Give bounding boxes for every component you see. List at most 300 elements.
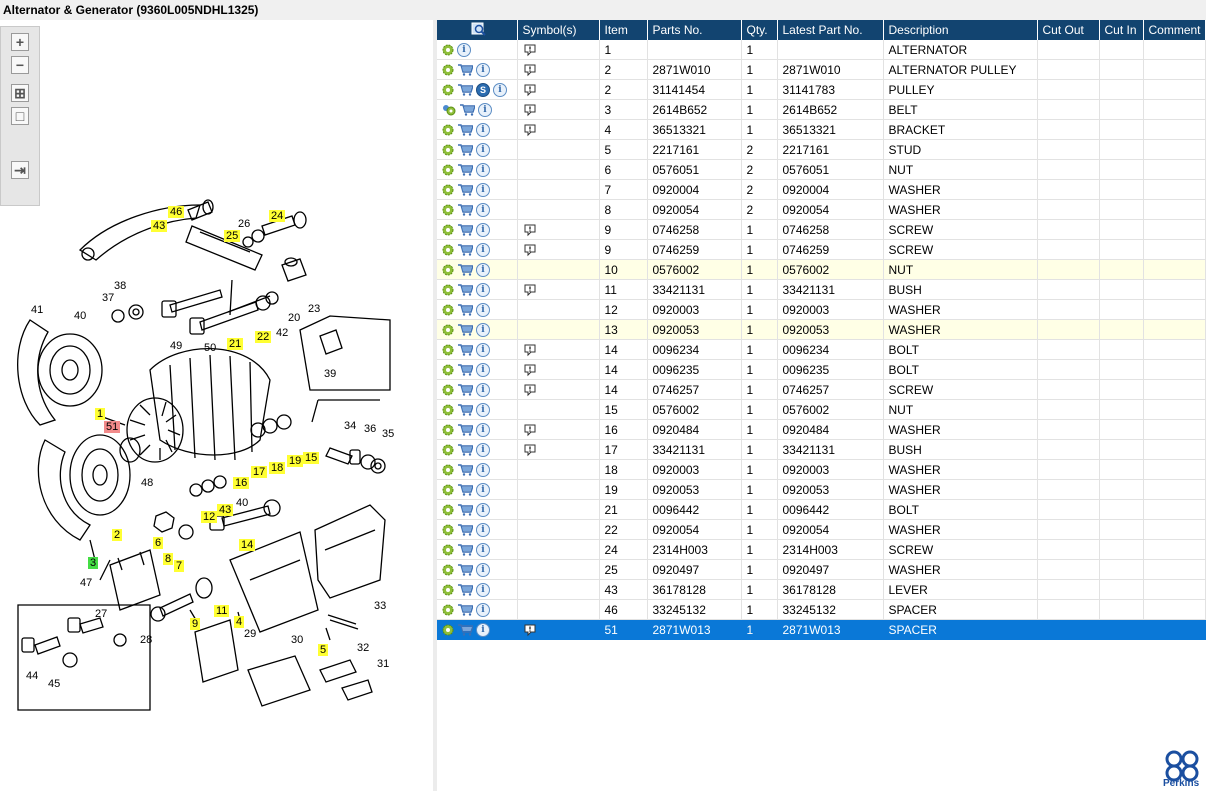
table-row[interactable] <box>437 120 1205 140</box>
cart-icon[interactable] <box>457 164 473 176</box>
info-icon[interactable]: i <box>476 263 490 277</box>
config-gear-icon[interactable] <box>442 44 454 56</box>
qty-cell: 1 <box>741 400 777 420</box>
parts-no-cell: 0920484 <box>647 420 741 440</box>
callout-33[interactable]: 33 <box>374 600 387 612</box>
info-icon[interactable]: i <box>476 603 490 617</box>
zoom-in-button[interactable]: + <box>11 33 29 51</box>
symbol-cell <box>517 40 599 60</box>
qty-cell: 1 <box>741 360 777 380</box>
comment-cell <box>1143 240 1205 260</box>
symbol-note-icon[interactable] <box>523 43 537 57</box>
table-row[interactable] <box>437 140 1205 160</box>
config-gear-icon[interactable] <box>442 464 454 476</box>
symbol-note-icon[interactable] <box>523 103 537 117</box>
symbol-note-icon[interactable] <box>523 443 537 457</box>
callout-27[interactable]: 27 <box>95 608 108 620</box>
cart-icon[interactable] <box>457 564 473 576</box>
col-header-item[interactable]: Item <box>599 20 647 40</box>
latest-part-no-cell: 0746257 <box>777 380 883 400</box>
callout-49[interactable]: 49 <box>170 340 183 352</box>
latest-part-no-cell: 0576051 <box>777 160 883 180</box>
parts-no-cell: 31141454 <box>647 80 741 100</box>
col-header-parts-no[interactable]: Parts No. <box>647 20 741 40</box>
parts-no-cell: 0096442 <box>647 500 741 520</box>
description-cell: NUT <box>883 160 1037 180</box>
callout-30[interactable]: 30 <box>291 634 304 646</box>
cut-out-cell <box>1037 300 1099 320</box>
cart-icon[interactable] <box>457 224 473 236</box>
cart-icon[interactable] <box>457 604 473 616</box>
callout-35[interactable]: 35 <box>382 428 395 440</box>
table-row[interactable] <box>437 500 1205 520</box>
info-icon[interactable]: i <box>476 203 490 217</box>
info-icon[interactable]: i <box>478 103 492 117</box>
supersession-icon[interactable]: S <box>476 83 490 97</box>
config-gear-icon[interactable] <box>442 504 454 516</box>
cut-in-cell <box>1099 360 1143 380</box>
parts-no-cell: 0920004 <box>647 180 741 200</box>
config-gear-icon[interactable] <box>442 244 454 256</box>
item-cell: 18 <box>599 460 647 480</box>
cart-icon[interactable] <box>457 204 473 216</box>
config-gear-icon[interactable] <box>442 264 454 276</box>
description-cell: LEVER <box>883 580 1037 600</box>
table-row[interactable] <box>437 620 1205 640</box>
qty-cell: 1 <box>741 540 777 560</box>
table-row[interactable] <box>437 560 1205 580</box>
symbol-note-icon[interactable] <box>523 123 537 137</box>
info-icon[interactable]: i <box>476 583 490 597</box>
description-cell: WASHER <box>883 460 1037 480</box>
config-gear-icon[interactable] <box>442 324 454 336</box>
callout-17[interactable]: 17 <box>253 466 266 478</box>
info-icon[interactable]: i <box>476 423 490 437</box>
info-icon[interactable]: i <box>476 563 490 577</box>
cut-in-cell <box>1099 260 1143 280</box>
callout-2[interactable]: 2 <box>114 529 121 541</box>
callout-51[interactable]: 51 <box>106 421 119 433</box>
config-gear-icon[interactable] <box>442 524 454 536</box>
table-row[interactable] <box>437 80 1205 100</box>
col-header-cut-out[interactable]: Cut Out <box>1037 20 1099 40</box>
callout-12[interactable]: 12 <box>203 511 216 523</box>
config-gear-icon[interactable] <box>442 224 454 236</box>
info-icon[interactable]: i <box>476 243 490 257</box>
config-gear-icon[interactable] <box>442 624 454 636</box>
qty-cell: 2 <box>741 160 777 180</box>
item-cell: 51 <box>599 620 647 640</box>
table-row[interactable] <box>437 460 1205 480</box>
table-row[interactable] <box>437 340 1205 360</box>
table-row[interactable] <box>437 400 1205 420</box>
latest-part-no-cell: 0746259 <box>777 240 883 260</box>
parts-no-cell: 36513321 <box>647 120 741 140</box>
comment-cell <box>1143 340 1205 360</box>
cut-out-cell <box>1037 80 1099 100</box>
callout-19[interactable]: 19 <box>289 455 302 467</box>
item-cell: 6 <box>599 160 647 180</box>
cart-icon[interactable] <box>457 364 473 376</box>
comment-cell <box>1143 440 1205 460</box>
cart-icon[interactable] <box>457 504 473 516</box>
table-row[interactable] <box>437 380 1205 400</box>
cart-icon[interactable] <box>457 304 473 316</box>
table-row[interactable] <box>437 40 1205 60</box>
cart-icon[interactable] <box>457 404 473 416</box>
info-icon[interactable]: i <box>476 323 490 337</box>
row-actions-cell <box>437 420 517 440</box>
parts-no-cell: 0920053 <box>647 480 741 500</box>
row-actions-cell <box>437 280 517 300</box>
table-row[interactable] <box>437 160 1205 180</box>
table-row[interactable] <box>437 440 1205 460</box>
qty-cell: 1 <box>741 420 777 440</box>
callout-43[interactable]: 43 <box>153 220 166 232</box>
row-actions-cell <box>437 100 517 120</box>
config-gear-icon[interactable] <box>442 564 454 576</box>
parts-no-cell: 2871W010 <box>647 60 741 80</box>
config-gear-icon[interactable] <box>442 444 454 456</box>
symbol-cell <box>517 120 599 140</box>
cut-in-cell <box>1099 280 1143 300</box>
symbol-cell <box>517 540 599 560</box>
callout-3[interactable]: 3 <box>90 557 97 569</box>
symbol-note-icon[interactable] <box>523 623 537 637</box>
config-gear-icon[interactable] <box>442 604 454 616</box>
table-row[interactable] <box>437 480 1205 500</box>
item-cell: 14 <box>599 340 647 360</box>
callout-14[interactable]: 14 <box>241 539 254 551</box>
cart-icon[interactable] <box>457 464 473 476</box>
callout-24[interactable]: 24 <box>271 210 284 222</box>
cart-icon[interactable] <box>457 244 473 256</box>
callout-41[interactable]: 41 <box>31 304 44 316</box>
symbol-note-icon[interactable] <box>523 363 537 377</box>
latest-part-no-cell: 33245132 <box>777 600 883 620</box>
cut-out-cell <box>1037 120 1099 140</box>
cut-in-cell <box>1099 500 1143 520</box>
info-icon[interactable]: i <box>476 463 490 477</box>
callout-7[interactable]: 7 <box>176 560 183 572</box>
symbol-cell <box>517 320 599 340</box>
qty-cell: 1 <box>741 60 777 80</box>
callout-50[interactable]: 50 <box>204 342 217 354</box>
callout-46[interactable]: 46 <box>170 206 183 218</box>
latest-part-no-cell: 2314H003 <box>777 540 883 560</box>
callout-45[interactable]: 45 <box>48 678 61 690</box>
callout-16[interactable]: 16 <box>235 477 248 489</box>
table-row[interactable] <box>437 60 1205 80</box>
col-header-latest-part-no[interactable]: Latest Part No. <box>777 20 883 40</box>
callout-39[interactable]: 39 <box>324 368 337 380</box>
item-cell: 17 <box>599 440 647 460</box>
callout-36[interactable]: 36 <box>364 423 377 435</box>
cart-icon[interactable] <box>457 584 473 596</box>
col-header-cut-in[interactable]: Cut In <box>1099 20 1143 40</box>
parts-no-cell: 36178128 <box>647 580 741 600</box>
comment-cell <box>1143 600 1205 620</box>
description-cell: WASHER <box>883 560 1037 580</box>
config-gear-icon[interactable] <box>442 164 454 176</box>
cart-icon[interactable] <box>457 384 473 396</box>
symbol-cell <box>517 380 599 400</box>
callout-11[interactable]: 11 <box>216 605 228 617</box>
cart-icon[interactable] <box>457 524 473 536</box>
item-cell: 22 <box>599 520 647 540</box>
callout-40[interactable]: 40 <box>236 497 249 509</box>
table-row[interactable] <box>437 100 1205 120</box>
cut-out-cell <box>1037 40 1099 60</box>
diagram-pane[interactable] <box>0 20 433 791</box>
config-gear-icon[interactable] <box>442 424 454 436</box>
cut-in-cell <box>1099 80 1143 100</box>
table-row[interactable] <box>437 520 1205 540</box>
cut-out-cell <box>1037 340 1099 360</box>
comment-cell <box>1143 120 1205 140</box>
table-row[interactable] <box>437 200 1205 220</box>
symbol-note-icon[interactable] <box>523 83 537 97</box>
info-icon[interactable]: i <box>476 523 490 537</box>
info-icon[interactable]: i <box>476 403 490 417</box>
symbol-note-icon[interactable] <box>523 343 537 357</box>
config-gear-icon[interactable] <box>442 364 454 376</box>
symbol-note-icon[interactable] <box>523 283 537 297</box>
description-cell: STUD <box>883 140 1037 160</box>
info-icon[interactable]: i <box>476 163 490 177</box>
item-cell: 11 <box>599 280 647 300</box>
qty-cell: 2 <box>741 180 777 200</box>
parts-no-cell: 0920053 <box>647 320 741 340</box>
info-icon[interactable]: i <box>476 383 490 397</box>
info-icon[interactable]: i <box>476 503 490 517</box>
export-button[interactable]: ⇥ <box>11 161 29 179</box>
callout-1[interactable]: 1 <box>97 408 104 420</box>
col-header-actions[interactable] <box>437 20 517 40</box>
callout-38[interactable]: 38 <box>114 280 127 292</box>
info-icon[interactable]: i <box>457 43 471 57</box>
info-icon[interactable]: i <box>476 543 490 557</box>
table-row[interactable] <box>437 300 1205 320</box>
item-cell: 10 <box>599 260 647 280</box>
config-gear-icon[interactable] <box>442 384 454 396</box>
callout-28[interactable]: 28 <box>140 634 153 646</box>
symbol-cell <box>517 620 599 640</box>
callout-47[interactable]: 47 <box>80 577 93 589</box>
callout-40[interactable]: 40 <box>74 310 87 322</box>
callout-37[interactable]: 37 <box>102 292 115 304</box>
callout-43[interactable]: 43 <box>219 504 232 516</box>
row-actions-cell <box>437 520 517 540</box>
col-header-qty[interactable]: Qty. <box>741 20 777 40</box>
callout-18[interactable]: 18 <box>271 462 284 474</box>
info-icon[interactable]: i <box>476 443 490 457</box>
row-actions-cell <box>437 620 517 640</box>
cart-icon[interactable] <box>457 444 473 456</box>
row-actions-cell <box>437 180 517 200</box>
symbol-note-icon[interactable] <box>523 223 537 237</box>
info-icon[interactable]: i <box>476 283 490 297</box>
callout-25[interactable]: 25 <box>226 230 239 242</box>
callout-20[interactable]: 20 <box>288 312 301 324</box>
col-header-symbols[interactable]: Symbol(s) <box>517 20 599 40</box>
description-cell: BUSH <box>883 440 1037 460</box>
symbol-note-icon[interactable] <box>523 423 537 437</box>
config-gear-icon[interactable] <box>442 544 454 556</box>
description-cell: SPACER <box>883 600 1037 620</box>
item-cell: 16 <box>599 420 647 440</box>
info-icon[interactable]: i <box>476 343 490 357</box>
table-row[interactable] <box>437 580 1205 600</box>
config-gear-icon[interactable] <box>442 484 454 496</box>
item-cell: 14 <box>599 380 647 400</box>
info-icon[interactable]: i <box>476 483 490 497</box>
cart-icon[interactable] <box>457 184 473 196</box>
description-cell: SCREW <box>883 240 1037 260</box>
table-row[interactable] <box>437 260 1205 280</box>
latest-part-no-cell: 2217161 <box>777 140 883 160</box>
callout-6[interactable]: 6 <box>155 537 162 549</box>
cart-icon[interactable] <box>457 284 473 296</box>
comment-cell <box>1143 380 1205 400</box>
item-cell: 21 <box>599 500 647 520</box>
cart-icon[interactable] <box>457 344 473 356</box>
qty-cell: 1 <box>741 440 777 460</box>
table-row[interactable] <box>437 420 1205 440</box>
info-icon[interactable]: i <box>476 143 490 157</box>
config-gear-icon[interactable] <box>442 184 454 196</box>
search-parts-icon[interactable] <box>471 22 487 36</box>
cut-in-cell <box>1099 40 1143 60</box>
parts-no-cell: 2871W013 <box>647 620 741 640</box>
config-gear-icon[interactable] <box>442 64 454 76</box>
cart-icon[interactable] <box>457 84 473 96</box>
callout-4[interactable]: 4 <box>236 616 243 628</box>
callout-48[interactable]: 48 <box>141 477 154 489</box>
multi-config-icon[interactable] <box>442 104 456 116</box>
symbol-cell <box>517 600 599 620</box>
symbol-note-icon[interactable] <box>523 383 537 397</box>
cart-icon[interactable] <box>457 624 473 636</box>
info-icon[interactable]: i <box>476 63 490 77</box>
fit-view-button[interactable]: ⊞ <box>11 84 29 102</box>
row-actions-cell <box>437 400 517 420</box>
latest-part-no-cell: 0746258 <box>777 220 883 240</box>
description-cell: ALTERNATOR PULLEY <box>883 60 1037 80</box>
callout-32[interactable]: 32 <box>357 642 370 654</box>
qty-cell: 1 <box>741 520 777 540</box>
cut-out-cell <box>1037 240 1099 260</box>
latest-part-no-cell: 0920054 <box>777 200 883 220</box>
cart-icon[interactable] <box>457 124 473 136</box>
row-actions-cell <box>437 440 517 460</box>
callout-23[interactable]: 23 <box>308 303 321 315</box>
col-header-description[interactable]: Description <box>883 20 1037 40</box>
callout-21[interactable]: 21 <box>229 338 242 350</box>
info-icon[interactable]: i <box>476 223 490 237</box>
table-row[interactable] <box>437 600 1205 620</box>
info-icon[interactable]: i <box>476 363 490 377</box>
callout-42[interactable]: 42 <box>276 327 289 339</box>
callout-26[interactable]: 26 <box>238 218 251 230</box>
table-row[interactable] <box>437 240 1205 260</box>
table-row[interactable] <box>437 540 1205 560</box>
config-gear-icon[interactable] <box>442 204 454 216</box>
table-row[interactable] <box>437 180 1205 200</box>
callout-8[interactable]: 8 <box>165 553 172 565</box>
info-icon[interactable]: i <box>476 123 490 137</box>
item-cell: 4 <box>599 120 647 140</box>
description-cell: NUT <box>883 260 1037 280</box>
cart-icon[interactable] <box>457 264 473 276</box>
callout-34[interactable]: 34 <box>344 420 357 432</box>
config-gear-icon[interactable] <box>442 304 454 316</box>
cart-icon[interactable] <box>457 544 473 556</box>
table-row[interactable] <box>437 320 1205 340</box>
window-title: Alternator & Generator (9360L005NDHL1325) <box>0 0 1206 20</box>
symbol-cell <box>517 520 599 540</box>
callout-29[interactable]: 29 <box>244 628 257 640</box>
actual-size-button[interactable]: □ <box>11 107 29 125</box>
table-header-row <box>437 20 1205 40</box>
config-gear-icon[interactable] <box>442 344 454 356</box>
cart-icon[interactable] <box>457 324 473 336</box>
table-row[interactable] <box>437 360 1205 380</box>
cut-out-cell <box>1037 140 1099 160</box>
callout-22[interactable]: 22 <box>257 331 270 343</box>
zoom-out-button[interactable]: − <box>11 56 29 74</box>
callout-9[interactable]: 9 <box>192 618 199 630</box>
config-gear-icon[interactable] <box>442 404 454 416</box>
config-gear-icon[interactable] <box>442 124 454 136</box>
info-icon[interactable]: i <box>493 83 507 97</box>
callout-15[interactable]: 15 <box>305 452 318 464</box>
callout-44[interactable]: 44 <box>26 670 39 682</box>
parts-no-cell: 0920054 <box>647 200 741 220</box>
cart-icon[interactable] <box>457 484 473 496</box>
parts-no-cell: 2614B652 <box>647 100 741 120</box>
info-icon[interactable]: i <box>476 183 490 197</box>
table-row[interactable] <box>437 280 1205 300</box>
cut-in-cell <box>1099 440 1143 460</box>
comment-cell <box>1143 300 1205 320</box>
symbol-note-icon[interactable] <box>523 243 537 257</box>
config-gear-icon[interactable] <box>442 584 454 596</box>
cut-out-cell <box>1037 440 1099 460</box>
cut-in-cell <box>1099 180 1143 200</box>
col-header-comment[interactable]: Comment <box>1143 20 1205 40</box>
comment-cell <box>1143 460 1205 480</box>
info-icon[interactable]: i <box>476 623 490 637</box>
cart-icon[interactable] <box>457 64 473 76</box>
config-gear-icon[interactable] <box>442 144 454 156</box>
config-gear-icon[interactable] <box>442 84 454 96</box>
callout-5[interactable]: 5 <box>320 644 327 656</box>
cart-icon[interactable] <box>459 104 475 116</box>
latest-part-no-cell: 0920003 <box>777 300 883 320</box>
latest-part-no-cell: 36513321 <box>777 120 883 140</box>
callout-31[interactable]: 31 <box>377 658 390 670</box>
row-actions-cell <box>437 340 517 360</box>
config-gear-icon[interactable] <box>442 284 454 296</box>
table-row[interactable] <box>437 220 1205 240</box>
cart-icon[interactable] <box>457 144 473 156</box>
cart-icon[interactable] <box>457 424 473 436</box>
parts-no-cell: 0746259 <box>647 240 741 260</box>
symbol-note-icon[interactable] <box>523 63 537 77</box>
qty-cell: 1 <box>741 80 777 100</box>
info-icon[interactable]: i <box>476 303 490 317</box>
